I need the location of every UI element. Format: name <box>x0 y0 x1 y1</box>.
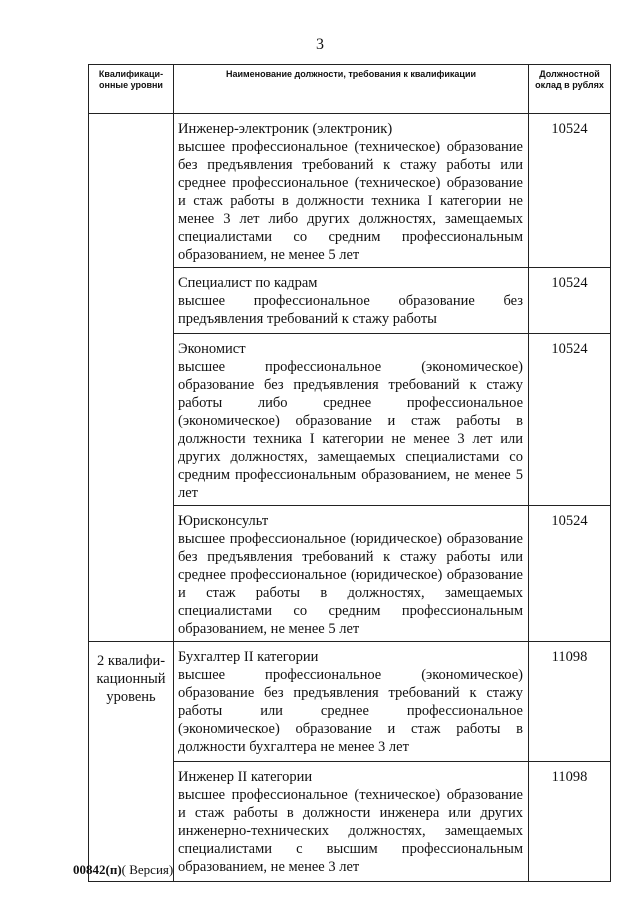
document-version: ( Версия) <box>121 862 174 877</box>
position-cell <box>174 506 529 642</box>
qualification-table <box>88 64 611 882</box>
position-cell <box>174 762 529 882</box>
salary-cell: 10524 <box>529 506 611 642</box>
position-requirements: высшее профессиональное (экономическое) образование без предъявления требований к стажу работы или среднее профессиональное (экономическое) образование и стаж работы в должности бухгалтера не менее 3 лет <box>178 667 523 755</box>
level-cell <box>89 114 174 642</box>
table-header-row <box>89 65 611 114</box>
document-code: 00842(п) <box>73 862 122 877</box>
header-salary: Должностной оклад в рублях <box>529 65 611 114</box>
position-title: Инженер-электроник (электроник) <box>178 121 393 137</box>
position-title: Специалист по кадрам <box>178 275 318 291</box>
table-row <box>89 642 611 762</box>
level-cell: 2 квалифи-кационный уровень <box>89 642 174 882</box>
position-requirements: высшее профессиональное образование без предъявления требований к стажу работы <box>178 293 523 327</box>
position-title: Экономист <box>178 341 246 357</box>
position-requirements: высшее профессиональное (экономическое) образование без предъявления требований к стажу работы либо среднее профессиональное (экономическое) образование и стаж работы в должности техника I категории не менее 3 лет или других должностях, замещаемых специалистами со средним профессиональным образованием, не менее 5 лет <box>178 359 523 501</box>
position-cell <box>174 334 529 506</box>
salary-cell: 11098 <box>529 642 611 762</box>
page-number: 3 <box>316 36 324 53</box>
position-requirements: высшее профессиональное (юридическое) образование без предъявления требований к стажу работы или среднее профессиональное (юридическое) образование и стаж работы в должностях, замещаемых специалистами со средним профессиональным образованием, не менее 5 лет <box>178 531 523 637</box>
salary-cell: 11098 <box>529 762 611 882</box>
salary-cell: 10524 <box>529 114 611 268</box>
position-requirements: высшее профессиональное (техническое) образование без предъявления требований к стажу работы или среднее профессиональное (техническое) образование и стаж работы в должности техника I категории не менее 3 лет либо других должностях, замещаемых специалистами со средним профессиональным образованием, не менее 5 лет <box>178 139 523 263</box>
salary-cell: 10524 <box>529 268 611 334</box>
position-cell <box>174 268 529 334</box>
table-row <box>89 114 611 268</box>
position-cell <box>174 114 529 268</box>
header-position: Наименование должности, требования к квалификации <box>174 65 529 114</box>
position-title: Бухгалтер II категории <box>178 649 319 665</box>
position-title: Инженер II категории <box>178 769 313 785</box>
position-cell <box>174 642 529 762</box>
salary-cell: 10524 <box>529 334 611 506</box>
position-title: Юрисконсульт <box>178 513 269 529</box>
document-footer <box>73 862 173 878</box>
position-requirements: высшее профессиональное (техническое) образование и стаж работы в должности инженера или других инженерно-технических должностях, замещаемых специалистами с высшим профессиональным образованием, не менее 3 лет <box>178 787 523 875</box>
header-qualification-level: Квалификаци-онные уровни <box>89 65 174 114</box>
